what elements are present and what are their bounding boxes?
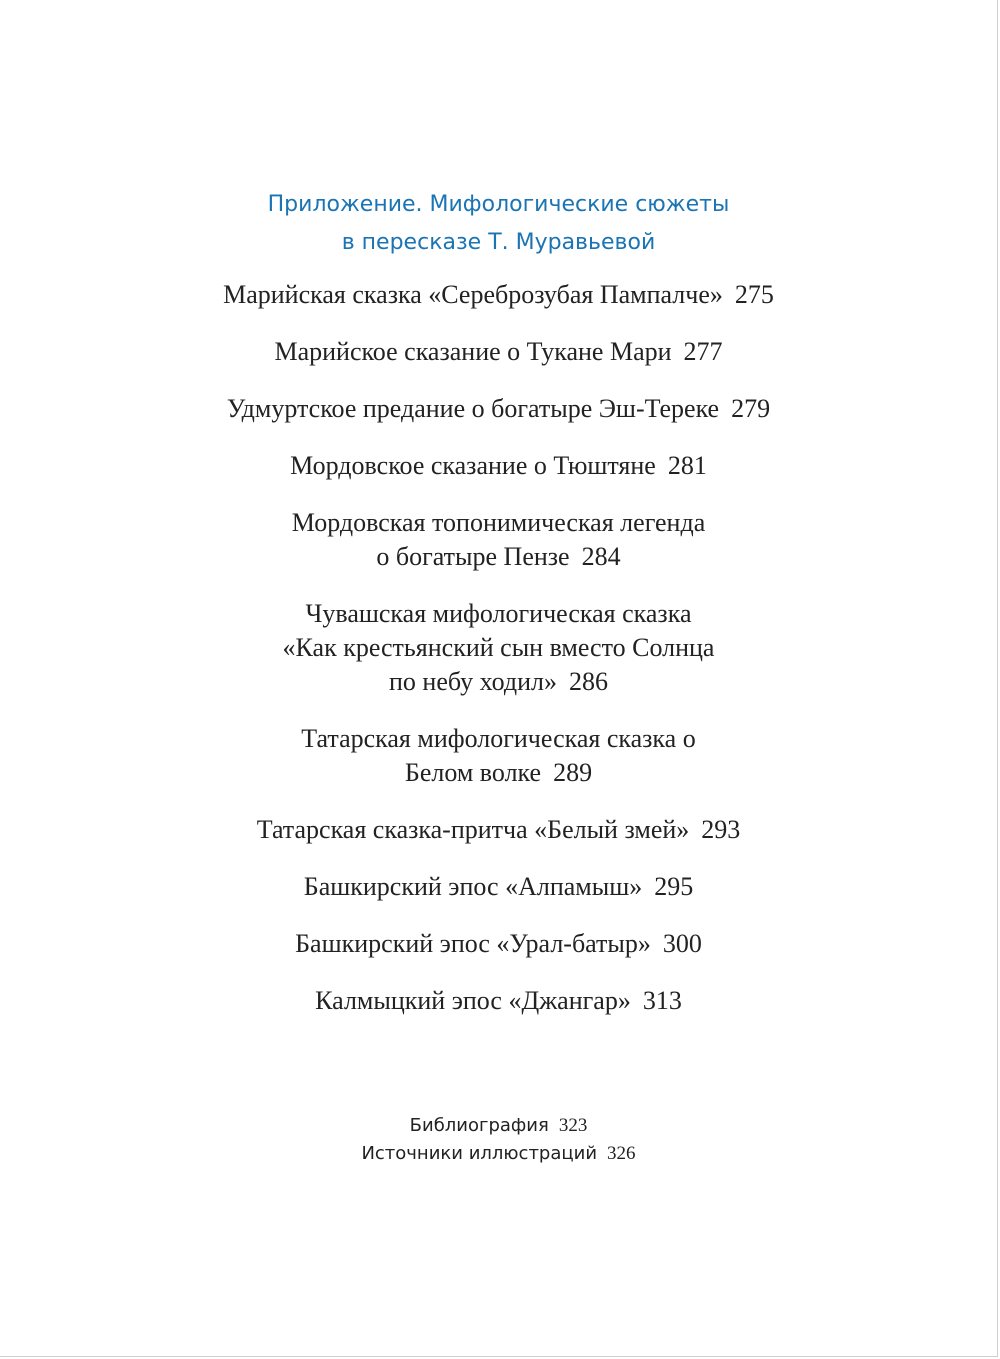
- toc-entry-page: 295: [654, 872, 694, 901]
- back-matter-page: 323: [558, 1115, 588, 1136]
- toc-entry[interactable]: [0, 597, 997, 699]
- toc-entry-page: 293: [701, 815, 741, 844]
- toc-entry[interactable]: [0, 335, 997, 369]
- toc-entry-title: Башкирский эпос «Алпамыш»: [303, 872, 643, 901]
- toc-entry-title-line: по небу ходил»: [389, 667, 557, 696]
- toc-entry[interactable]: [0, 506, 997, 574]
- toc-entry[interactable]: [0, 392, 997, 426]
- back-matter-label: Источники иллюстраций: [361, 1143, 598, 1164]
- section-heading-line-1: Приложение. Мифологические сюжеты: [267, 192, 730, 217]
- toc-entry-title-line: Татарская мифологическая сказка о: [301, 724, 696, 753]
- back-matter-item[interactable]: [0, 1112, 997, 1140]
- toc-entry[interactable]: [0, 984, 997, 1018]
- back-matter-label: Библиография: [409, 1115, 549, 1136]
- toc-entry-page: 313: [642, 986, 682, 1015]
- section-heading: [0, 186, 997, 262]
- toc-entry[interactable]: [0, 449, 997, 483]
- toc-entry-page: 275: [734, 280, 774, 309]
- toc-entry[interactable]: [0, 722, 997, 790]
- toc-entry[interactable]: [0, 813, 997, 847]
- toc-entry-title: Татарская сказка-притча «Белый змей»: [256, 815, 690, 844]
- toc-entry-page: 284: [581, 542, 621, 571]
- section-heading-line-2: в пересказе Т. Муравьевой: [341, 230, 656, 255]
- toc-entry-title: Удмуртское предание о богатыре Эш-Тереке: [226, 394, 720, 423]
- toc-entry-title-line: о богатыре Пензе: [376, 542, 570, 571]
- toc-entry-title-line: Чувашская мифологическая сказка: [305, 599, 692, 628]
- toc-entry-title-line: Белом волке: [404, 758, 542, 787]
- toc-entry-title: Марийское сказание о Тукане Мари: [274, 337, 672, 366]
- toc-entry-page: 277: [683, 337, 723, 366]
- toc-entry-title: Марийская сказка «Сереброзубая Пампалче»: [223, 280, 723, 309]
- toc-entry-page: 286: [568, 667, 608, 696]
- toc-entry[interactable]: [0, 278, 997, 312]
- toc-entry-title: Мордовское сказание о Тюштяне: [290, 451, 656, 480]
- toc-entry-title-line: Мордовская топонимическая легенда: [291, 508, 706, 537]
- back-matter: [0, 1112, 997, 1168]
- back-matter-page: 326: [607, 1143, 636, 1164]
- toc-entry-page: 300: [662, 929, 702, 958]
- back-matter-item[interactable]: [0, 1140, 997, 1168]
- toc-entry[interactable]: [0, 927, 997, 961]
- toc-entry-title: Башкирский эпос «Урал-батыр»: [295, 929, 651, 958]
- toc-entry-page: 281: [667, 451, 707, 480]
- toc-entries: [0, 278, 997, 1041]
- toc-entry-page: 279: [731, 394, 771, 423]
- toc-entry-title-line: «Как крестьянский сын вместо Солнца: [282, 633, 715, 662]
- toc-entry-page: 289: [553, 758, 593, 787]
- toc-entry-title: Калмыцкий эпос «Джангар»: [315, 986, 631, 1015]
- toc-entry[interactable]: [0, 870, 997, 904]
